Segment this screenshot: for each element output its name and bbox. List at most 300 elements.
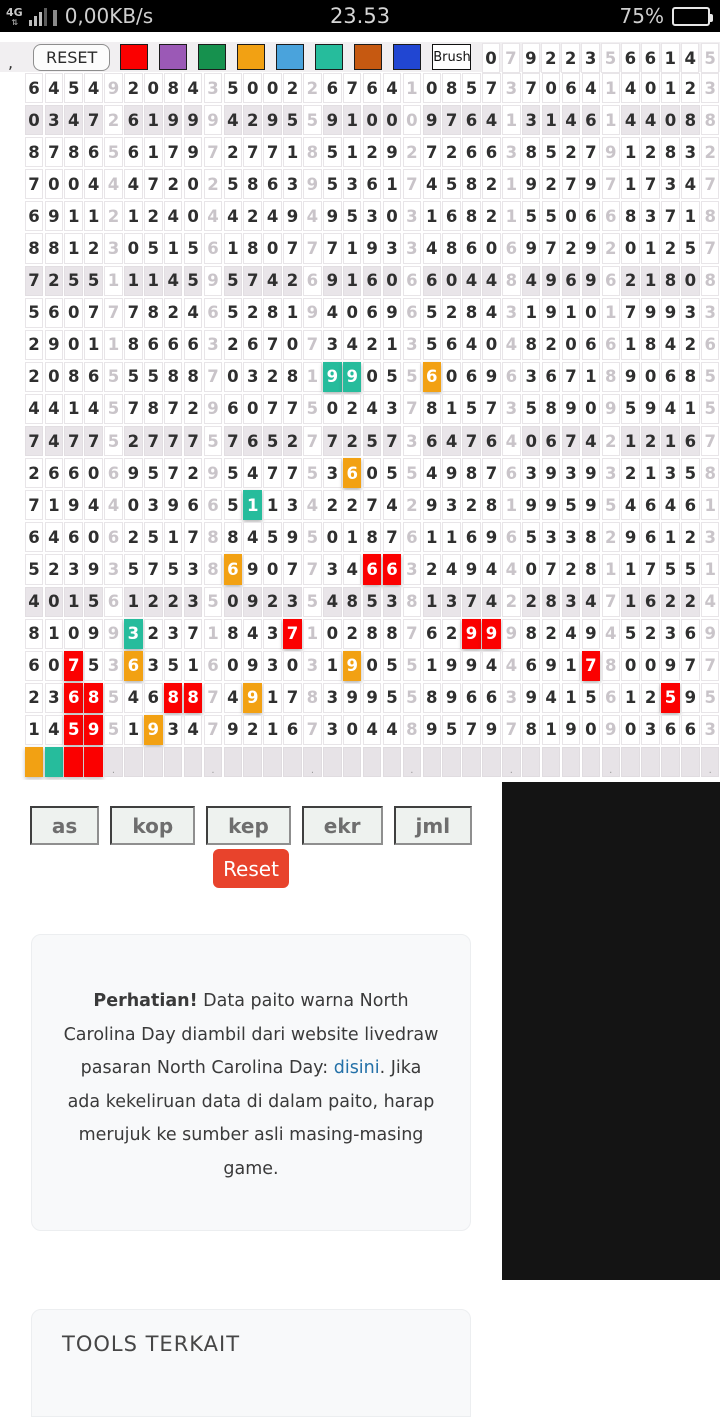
grid-cell[interactable]: 1 <box>661 73 680 103</box>
grid-cell[interactable]: 5 <box>104 394 123 424</box>
grid-cell[interactable]: 1 <box>641 458 660 488</box>
grid-cell[interactable]: 0 <box>363 458 382 488</box>
grid-cell[interactable]: 7 <box>204 137 223 167</box>
grid-cell[interactable]: 0 <box>343 298 362 328</box>
grid-cell[interactable]: 7 <box>164 394 183 424</box>
grid-cell[interactable]: 3 <box>64 554 83 584</box>
grid-cell[interactable]: 1 <box>144 266 163 296</box>
grid-cell[interactable]: 8 <box>621 201 640 231</box>
grid-cell[interactable]: . <box>303 747 322 777</box>
grid-cell[interactable]: 2 <box>243 201 262 231</box>
grid-cell[interactable]: 3 <box>403 426 422 456</box>
grid-cell[interactable]: 1 <box>343 105 362 135</box>
grid-cell[interactable]: 7 <box>303 715 322 745</box>
grid-cell[interactable]: 3 <box>403 233 422 263</box>
grid-cell[interactable]: 7 <box>263 394 282 424</box>
grid-cell[interactable]: 6 <box>25 651 44 681</box>
grid-cell[interactable]: 8 <box>363 619 382 649</box>
grid-cell[interactable]: 9 <box>582 266 601 296</box>
grid-cell[interactable]: 5 <box>462 394 481 424</box>
grid-cell[interactable]: 6 <box>303 266 322 296</box>
grid-cell[interactable]: 7 <box>502 43 521 73</box>
grid-cell[interactable]: 4 <box>701 587 720 617</box>
grid-cell[interactable] <box>263 747 282 777</box>
grid-cell[interactable]: 3 <box>661 169 680 199</box>
grid-cell[interactable]: 5 <box>224 266 243 296</box>
grid-cell[interactable]: 9 <box>482 715 501 745</box>
grid-cell[interactable]: 0 <box>45 169 64 199</box>
grid-cell[interactable]: 4 <box>84 169 103 199</box>
grid-cell[interactable] <box>64 747 83 777</box>
grid-cell[interactable]: 6 <box>323 73 342 103</box>
grid-cell[interactable]: 9 <box>323 266 342 296</box>
grid-cell[interactable]: 3 <box>403 201 422 231</box>
grid-cell[interactable]: 8 <box>64 137 83 167</box>
grid-cell[interactable]: 4 <box>363 715 382 745</box>
grid-cell[interactable]: 4 <box>104 490 123 520</box>
grid-cell[interactable]: 7 <box>602 169 621 199</box>
grid-cell[interactable]: 4 <box>522 266 541 296</box>
grid-cell[interactable]: 5 <box>224 73 243 103</box>
grid-cell[interactable]: 4 <box>582 587 601 617</box>
grid-cell[interactable]: 3 <box>383 587 402 617</box>
grid-cell[interactable]: 3 <box>442 587 461 617</box>
grid-cell[interactable]: 1 <box>621 330 640 360</box>
grid-cell[interactable]: 9 <box>45 201 64 231</box>
grid-cell[interactable]: 7 <box>263 330 282 360</box>
grid-cell[interactable]: 9 <box>522 490 541 520</box>
grid-cell[interactable]: 1 <box>621 137 640 167</box>
grid-cell[interactable]: 1 <box>184 651 203 681</box>
grid-cell[interactable]: 9 <box>621 522 640 552</box>
grid-cell[interactable]: 4 <box>84 490 103 520</box>
grid-cell[interactable]: 2 <box>25 458 44 488</box>
grid-cell[interactable]: 8 <box>263 298 282 328</box>
grid-cell[interactable]: 9 <box>224 715 243 745</box>
grid-cell[interactable]: 3 <box>144 651 163 681</box>
grid-cell[interactable] <box>383 747 402 777</box>
grid-cell[interactable]: 2 <box>621 458 640 488</box>
grid-cell[interactable]: 5 <box>602 490 621 520</box>
grid-cell[interactable]: 2 <box>104 105 123 135</box>
grid-cell[interactable]: 6 <box>423 266 442 296</box>
grid-cell[interactable]: 1 <box>621 169 640 199</box>
grid-cell[interactable]: 6 <box>124 105 143 135</box>
grid-cell[interactable]: 2 <box>164 587 183 617</box>
grid-cell[interactable]: 2 <box>641 619 660 649</box>
grid-cell[interactable]: 4 <box>562 105 581 135</box>
grid-cell[interactable]: 7 <box>701 233 720 263</box>
color-swatch[interactable] <box>120 44 148 70</box>
grid-cell[interactable]: 8 <box>462 169 481 199</box>
grid-cell[interactable]: 9 <box>303 169 322 199</box>
grid-cell[interactable]: 5 <box>25 298 44 328</box>
grid-cell[interactable]: 0 <box>582 715 601 745</box>
grid-cell[interactable]: 1 <box>681 201 700 231</box>
grid-cell[interactable]: 1 <box>64 587 83 617</box>
grid-cell[interactable]: 1 <box>602 73 621 103</box>
grid-cell[interactable]: 6 <box>522 651 541 681</box>
color-swatch[interactable] <box>237 44 265 70</box>
grid-cell[interactable]: 3 <box>502 394 521 424</box>
grid-cell[interactable]: 7 <box>243 137 262 167</box>
grid-cell[interactable]: 3 <box>204 330 223 360</box>
grid-cell[interactable]: 2 <box>522 587 541 617</box>
grid-cell[interactable]: 7 <box>423 137 442 167</box>
grid-cell[interactable]: 1 <box>641 266 660 296</box>
grid-cell[interactable] <box>84 747 103 777</box>
grid-cell[interactable]: 9 <box>423 490 442 520</box>
grid-cell[interactable]: 3 <box>45 105 64 135</box>
grid-cell[interactable]: 3 <box>661 458 680 488</box>
grid-cell[interactable]: 8 <box>363 522 382 552</box>
grid-cell[interactable]: 2 <box>363 137 382 167</box>
grid-cell[interactable]: . <box>204 747 223 777</box>
grid-cell[interactable]: 6 <box>423 426 442 456</box>
color-swatch[interactable] <box>159 44 187 70</box>
grid-cell[interactable]: 9 <box>442 683 461 713</box>
grid-cell[interactable]: 5 <box>661 554 680 584</box>
grid-cell[interactable]: 7 <box>641 169 660 199</box>
grid-cell[interactable]: 2 <box>562 554 581 584</box>
grid-cell[interactable]: 6 <box>681 490 700 520</box>
grid-cell[interactable]: 8 <box>661 266 680 296</box>
grid-cell[interactable]: 1 <box>144 137 163 167</box>
grid-cell[interactable]: 4 <box>343 554 362 584</box>
grid-cell[interactable]: 0 <box>64 169 83 199</box>
grid-cell[interactable]: 7 <box>283 619 302 649</box>
grid-cell[interactable]: 6 <box>204 651 223 681</box>
grid-cell[interactable]: 3 <box>701 73 720 103</box>
grid-cell[interactable]: 6 <box>681 619 700 649</box>
grid-cell[interactable]: 4 <box>542 683 561 713</box>
grid-cell[interactable]: 5 <box>423 298 442 328</box>
grid-cell[interactable]: 5 <box>442 169 461 199</box>
grid-cell[interactable]: 1 <box>283 298 302 328</box>
grid-cell[interactable]: 1 <box>562 298 581 328</box>
grid-cell[interactable]: 4 <box>303 490 322 520</box>
grid-cell[interactable]: 9 <box>423 715 442 745</box>
grid-cell[interactable]: . <box>602 747 621 777</box>
grid-cell[interactable]: 2 <box>104 201 123 231</box>
grid-cell[interactable]: 2 <box>502 587 521 617</box>
grid-cell[interactable]: 3 <box>522 458 541 488</box>
grid-cell[interactable]: 6 <box>25 201 44 231</box>
grid-cell[interactable]: 6 <box>442 201 461 231</box>
grid-cell[interactable]: 0 <box>45 587 64 617</box>
grid-cell[interactable]: 3 <box>442 490 461 520</box>
grid-cell[interactable]: 1 <box>502 201 521 231</box>
grid-cell[interactable]: 8 <box>25 233 44 263</box>
grid-cell[interactable]: 3 <box>263 651 282 681</box>
grid-cell[interactable]: 3 <box>403 554 422 584</box>
grid-cell[interactable]: 4 <box>124 683 143 713</box>
grid-cell[interactable]: 5 <box>303 522 322 552</box>
grid-cell[interactable]: 4 <box>45 394 64 424</box>
grid-cell[interactable]: 1 <box>124 715 143 745</box>
grid-cell[interactable]: 3 <box>323 458 342 488</box>
grid-cell[interactable]: 4 <box>621 105 640 135</box>
grid-cell[interactable]: 4 <box>621 73 640 103</box>
grid-cell[interactable]: 9 <box>502 619 521 649</box>
grid-cell[interactable]: 5 <box>681 554 700 584</box>
grid-cell[interactable]: 3 <box>303 651 322 681</box>
grid-cell[interactable]: 9 <box>641 394 660 424</box>
grid-cell[interactable]: 7 <box>343 73 362 103</box>
grid-cell[interactable]: 1 <box>442 522 461 552</box>
grid-cell[interactable]: 4 <box>482 651 501 681</box>
grid-cell[interactable]: 6 <box>184 490 203 520</box>
grid-cell[interactable]: 9 <box>462 619 481 649</box>
grid-cell[interactable]: 9 <box>542 458 561 488</box>
grid-cell[interactable]: 5 <box>701 362 720 392</box>
grid-cell[interactable]: 2 <box>343 426 362 456</box>
grid-cell[interactable]: 4 <box>45 715 64 745</box>
grid-cell[interactable]: 9 <box>243 587 262 617</box>
grid-cell[interactable]: 7 <box>84 298 103 328</box>
grid-cell[interactable]: 1 <box>602 554 621 584</box>
grid-cell[interactable]: 4 <box>383 715 402 745</box>
grid-cell[interactable]: 6 <box>423 619 442 649</box>
grid-cell[interactable]: 9 <box>263 105 282 135</box>
grid-cell[interactable]: 2 <box>641 683 660 713</box>
grid-cell[interactable]: 7 <box>144 554 163 584</box>
grid-cell[interactable]: 5 <box>681 458 700 488</box>
grid-cell[interactable]: 1 <box>423 587 442 617</box>
grid-cell[interactable]: 5 <box>701 683 720 713</box>
grid-cell[interactable]: 8 <box>204 522 223 552</box>
grid-cell[interactable]: 7 <box>681 651 700 681</box>
grid-cell[interactable]: 0 <box>621 233 640 263</box>
grid-cell[interactable]: 4 <box>383 73 402 103</box>
grid-cell[interactable]: 1 <box>502 169 521 199</box>
grid-cell[interactable]: 3 <box>701 522 720 552</box>
grid-cell[interactable]: 5 <box>303 105 322 135</box>
grid-cell[interactable]: 2 <box>144 201 163 231</box>
grid-cell[interactable]: 5 <box>403 683 422 713</box>
grid-cell[interactable]: 8 <box>124 330 143 360</box>
grid-cell[interactable]: 4 <box>661 330 680 360</box>
grid-cell[interactable]: 5 <box>204 587 223 617</box>
grid-cell[interactable]: 6 <box>243 426 262 456</box>
grid-cell[interactable]: 9 <box>582 233 601 263</box>
grid-cell[interactable]: 3 <box>104 233 123 263</box>
grid-cell[interactable]: 1 <box>641 233 660 263</box>
grid-cell[interactable]: 3 <box>522 362 541 392</box>
grid-cell[interactable]: 1 <box>343 137 362 167</box>
grid-cell[interactable]: 9 <box>522 233 541 263</box>
brush-button[interactable]: Brush <box>432 44 471 70</box>
grid-cell[interactable]: 4 <box>204 201 223 231</box>
grid-cell[interactable]: 0 <box>84 458 103 488</box>
grid-cell[interactable]: 1 <box>303 619 322 649</box>
grid-cell[interactable]: 0 <box>681 266 700 296</box>
grid-cell[interactable]: 0 <box>263 554 282 584</box>
grid-cell[interactable]: 6 <box>204 298 223 328</box>
grid-cell[interactable] <box>621 747 640 777</box>
grid-cell[interactable]: 8 <box>522 619 541 649</box>
grid-cell[interactable]: 1 <box>681 394 700 424</box>
grid-cell[interactable]: 4 <box>323 298 342 328</box>
grid-cell[interactable]: 0 <box>64 330 83 360</box>
grid-cell[interactable]: 1 <box>164 233 183 263</box>
grid-cell[interactable]: 1 <box>502 490 521 520</box>
grid-cell[interactable]: 6 <box>582 105 601 135</box>
grid-cell[interactable]: 5 <box>104 137 123 167</box>
grid-cell[interactable]: 9 <box>243 554 262 584</box>
grid-cell[interactable]: 5 <box>383 362 402 392</box>
grid-cell[interactable]: 8 <box>144 394 163 424</box>
grid-cell[interactable]: 3 <box>502 298 521 328</box>
grid-cell[interactable]: 7 <box>64 426 83 456</box>
grid-cell[interactable]: 8 <box>701 266 720 296</box>
grid-cell[interactable]: 8 <box>64 362 83 392</box>
grid-cell[interactable]: 7 <box>482 458 501 488</box>
grid-cell[interactable] <box>641 747 660 777</box>
grid-cell[interactable]: 2 <box>482 201 501 231</box>
grid-cell[interactable]: 5 <box>263 522 282 552</box>
grid-cell[interactable]: 5 <box>104 715 123 745</box>
grid-cell[interactable]: 3 <box>502 137 521 167</box>
grid-cell[interactable]: 8 <box>164 683 183 713</box>
grid-cell[interactable]: 7 <box>184 522 203 552</box>
grid-cell[interactable]: 0 <box>383 105 402 135</box>
grid-cell[interactable]: 2 <box>124 426 143 456</box>
grid-cell[interactable]: 9 <box>681 683 700 713</box>
grid-cell[interactable]: 9 <box>343 362 362 392</box>
grid-cell[interactable]: 5 <box>303 587 322 617</box>
grid-cell[interactable]: 1 <box>84 330 103 360</box>
grid-cell[interactable]: 5 <box>224 298 243 328</box>
grid-cell[interactable]: 2 <box>144 619 163 649</box>
grid-cell[interactable]: 4 <box>184 715 203 745</box>
grid-cell[interactable]: 6 <box>204 490 223 520</box>
grid-cell[interactable]: 2 <box>224 137 243 167</box>
grid-cell[interactable]: . <box>701 747 720 777</box>
grid-cell[interactable]: 5 <box>661 683 680 713</box>
grid-cell[interactable]: 9 <box>204 458 223 488</box>
grid-cell[interactable]: 2 <box>541 43 560 73</box>
grid-cell[interactable]: 1 <box>562 651 581 681</box>
grid-cell[interactable] <box>363 747 382 777</box>
grid-cell[interactable]: 9 <box>84 619 103 649</box>
grid-cell[interactable]: 4 <box>25 587 44 617</box>
grid-cell[interactable]: 7 <box>283 554 302 584</box>
grid-cell[interactable]: 9 <box>582 619 601 649</box>
grid-cell[interactable]: 4 <box>482 587 501 617</box>
grid-cell[interactable]: 0 <box>224 362 243 392</box>
grid-cell[interactable]: 7 <box>562 362 581 392</box>
grid-cell[interactable]: 3 <box>562 522 581 552</box>
grid-cell[interactable]: 6 <box>442 330 461 360</box>
grid-cell[interactable]: 3 <box>323 330 342 360</box>
grid-cell[interactable]: 2 <box>542 330 561 360</box>
grid-cell[interactable]: 2 <box>661 233 680 263</box>
grid-cell[interactable]: 7 <box>25 490 44 520</box>
grid-cell[interactable]: 5 <box>303 394 322 424</box>
grid-cell[interactable]: 8 <box>442 73 461 103</box>
grid-cell[interactable]: 7 <box>383 522 402 552</box>
grid-cell[interactable]: 7 <box>263 137 282 167</box>
grid-cell[interactable]: 6 <box>164 330 183 360</box>
grid-cell[interactable]: 1 <box>542 715 561 745</box>
grid-cell[interactable]: 6 <box>462 522 481 552</box>
grid-cell[interactable]: 6 <box>482 137 501 167</box>
grid-cell[interactable]: 1 <box>602 298 621 328</box>
grid-cell[interactable]: 5 <box>184 266 203 296</box>
grid-cell[interactable]: 8 <box>681 362 700 392</box>
grid-cell[interactable]: 7 <box>602 587 621 617</box>
grid-cell[interactable]: 2 <box>423 554 442 584</box>
grid-cell[interactable]: 1 <box>423 651 442 681</box>
grid-cell[interactable]: 0 <box>323 619 342 649</box>
grid-cell[interactable]: . <box>502 747 521 777</box>
grid-cell[interactable]: 4 <box>84 394 103 424</box>
grid-cell[interactable]: 8 <box>283 362 302 392</box>
grid-cell[interactable]: 5 <box>124 554 143 584</box>
grid-cell[interactable]: 8 <box>582 554 601 584</box>
grid-cell[interactable]: 9 <box>582 169 601 199</box>
grid-cell[interactable]: 4 <box>104 169 123 199</box>
grid-cell[interactable]: 2 <box>25 683 44 713</box>
grid-cell[interactable]: 4 <box>502 651 521 681</box>
grid-cell[interactable]: 1 <box>25 715 44 745</box>
grid-cell[interactable]: 6 <box>681 426 700 456</box>
grid-cell[interactable]: 1 <box>522 298 541 328</box>
grid-cell[interactable]: 4 <box>25 394 44 424</box>
grid-cell[interactable]: 9 <box>164 105 183 135</box>
grid-cell[interactable]: 5 <box>363 426 382 456</box>
grid-cell[interactable]: 1 <box>661 426 680 456</box>
grid-cell[interactable]: 0 <box>184 201 203 231</box>
grid-cell[interactable]: 9 <box>204 394 223 424</box>
grid-cell[interactable]: 2 <box>442 619 461 649</box>
grid-cell[interactable]: 5 <box>522 522 541 552</box>
grid-cell[interactable]: 7 <box>562 426 581 456</box>
color-swatch[interactable] <box>198 44 226 70</box>
grid-cell[interactable]: 2 <box>164 298 183 328</box>
grid-cell[interactable]: 1 <box>263 490 282 520</box>
grid-cell[interactable]: 2 <box>661 587 680 617</box>
grid-cell[interactable]: 9 <box>482 362 501 392</box>
grid-cell[interactable]: 7 <box>25 426 44 456</box>
grid-cell[interactable]: 0 <box>363 362 382 392</box>
grid-cell[interactable]: 4 <box>661 394 680 424</box>
grid-cell[interactable]: 5 <box>701 43 720 73</box>
grid-cell[interactable]: 2 <box>263 587 282 617</box>
grid-cell[interactable]: 8 <box>224 522 243 552</box>
grid-cell[interactable]: 7 <box>542 233 561 263</box>
grid-cell[interactable]: 6 <box>462 105 481 135</box>
grid-cell[interactable]: 6 <box>582 201 601 231</box>
grid-cell[interactable]: 9 <box>84 715 103 745</box>
grid-cell[interactable]: 5 <box>423 330 442 360</box>
grid-cell[interactable]: 9 <box>522 683 541 713</box>
grid-cell[interactable]: 7 <box>363 490 382 520</box>
grid-cell[interactable]: 2 <box>363 330 382 360</box>
grid-cell[interactable]: 8 <box>164 73 183 103</box>
grid-cell[interactable]: 7 <box>482 73 501 103</box>
grid-cell[interactable]: 0 <box>383 266 402 296</box>
grid-cell[interactable]: 1 <box>343 522 362 552</box>
grid-cell[interactable]: 0 <box>124 490 143 520</box>
grid-cell[interactable]: 4 <box>582 426 601 456</box>
grid-cell[interactable]: 5 <box>84 266 103 296</box>
grid-cell[interactable]: 8 <box>701 105 720 135</box>
grid-cell[interactable]: 0 <box>641 362 660 392</box>
grid-cell[interactable]: 5 <box>582 683 601 713</box>
grid-cell[interactable]: 6 <box>45 298 64 328</box>
